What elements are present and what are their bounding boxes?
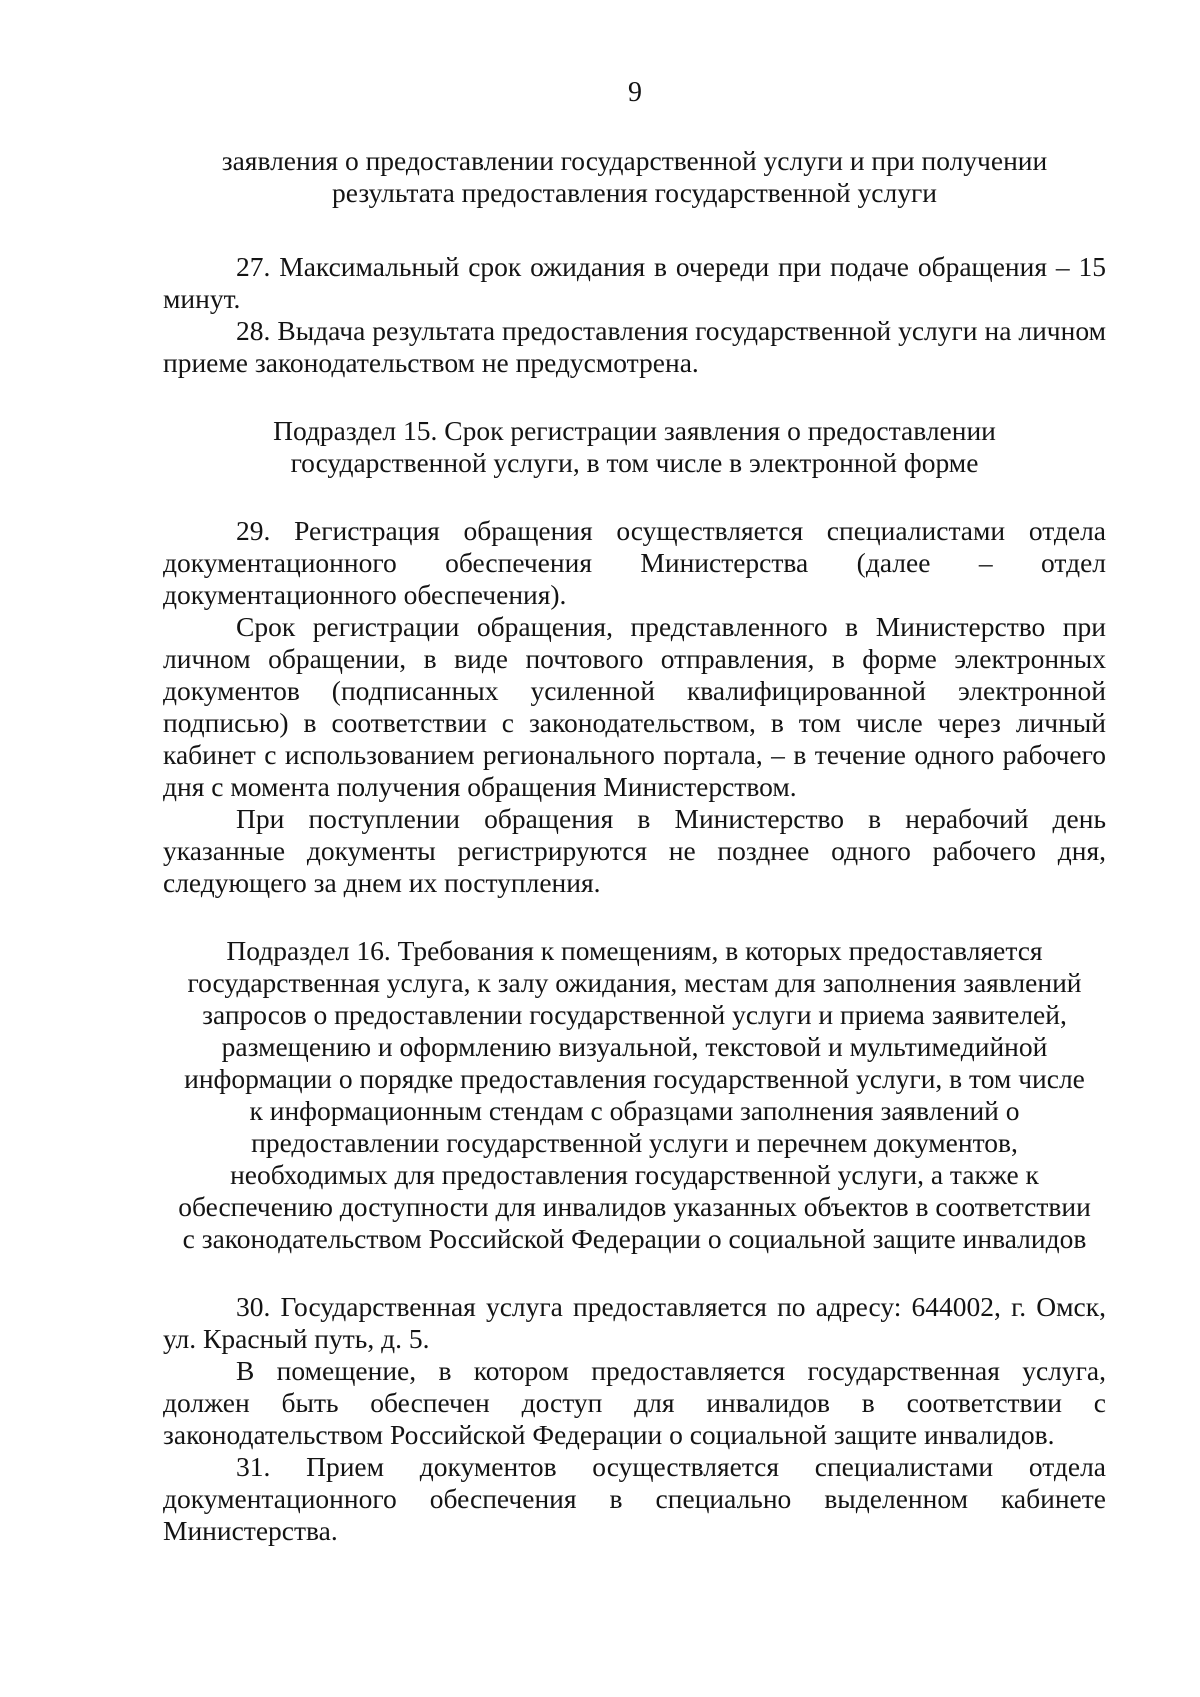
paragraph-29-nonworking-day: При поступлении обращения в Министерство в нерабочий день указанные документы регистрируются не позднее одного рабочего дня, следующего за днем их поступления. <box>163 803 1106 898</box>
paragraph-27: 27. Максимальный срок ожидания в очереди при подаче обращения – 15 минут. <box>163 251 1106 314</box>
paragraph-30-accessibility: В помещение, в котором предоставляется государственная услуга, должен быть обеспечен доступ для инвалидов в соответствии с законодательством Российской Федерации о социальной защите инвалидов. <box>163 1355 1106 1450</box>
paragraph-28: 28. Выдача результата предоставления государственной услуги на личном приеме законодательством не предусмотрена. <box>163 315 1106 378</box>
heading-line: Подраздел 15. Срок регистрации заявления о предоставлении <box>273 415 996 446</box>
heading-line: государственной услуги, в том числе в электронной форме <box>290 447 979 478</box>
heading-line: результата предоставления государственной услуги <box>332 177 937 208</box>
heading-line: заявления о предоставлении государственной услуги и при получении <box>221 145 1048 176</box>
heading-line: предоставлении государственной услуги и перечнем документов, <box>251 1127 1018 1158</box>
heading-line: с законодательством Российской Федерации о социальной защите инвалидов <box>182 1223 1087 1254</box>
page-number: 9 <box>628 77 642 108</box>
paragraph-31: 31. Прием документов осуществляется специалистами отдела документационного обеспечения в специально выделенном кабинете Министерства. <box>163 1451 1106 1546</box>
paragraph-29: 29. Регистрация обращения осуществляется специалистами отдела документационного обеспечения Министерства (далее – отдел документационного обеспечения). <box>163 515 1106 610</box>
document-body <box>163 145 1106 1547</box>
heading-line: необходимых для предоставления государственной услуги, а также к <box>230 1159 1039 1190</box>
subsection-14-heading-tail <box>163 145 1106 209</box>
heading-line: информации о порядке предоставления государственной услуги, в том числе <box>184 1063 1085 1094</box>
heading-line: обеспечению доступности для инвалидов указанных объектов в соответствии <box>178 1191 1091 1222</box>
heading-line: размещению и оформлению визуальной, текстовой и мультимедийной <box>221 1031 1048 1062</box>
subsection-16-heading <box>163 935 1106 1255</box>
heading-line: запросов о предоставлении государственной услуги и приема заявителей, <box>202 999 1067 1030</box>
heading-line: к информационным стендам с образцами заполнения заявлений о <box>249 1095 1020 1126</box>
paragraph-30: 30. Государственная услуга предоставляется по адресу: 644002, г. Омск, ул. Красный путь, д. 5. <box>163 1291 1106 1354</box>
subsection-15-heading <box>163 415 1106 479</box>
paragraph-29-registration-term: Срок регистрации обращения, представленного в Министерство при личном обращении, в виде почтового отправления, в форме электронных документов (подписанных усиленной квалифицированной электронной подписью) в соответствии с законодательством, в том числе через личный кабинет с использованием регионального портала, – в течение одного рабочего дня с момента получения обращения Министерством. <box>163 611 1106 802</box>
heading-line: государственная услуга, к залу ожидания, местам для заполнения заявлений <box>187 967 1082 998</box>
heading-line: Подраздел 16. Требования к помещениям, в которых предоставляется <box>226 935 1043 966</box>
